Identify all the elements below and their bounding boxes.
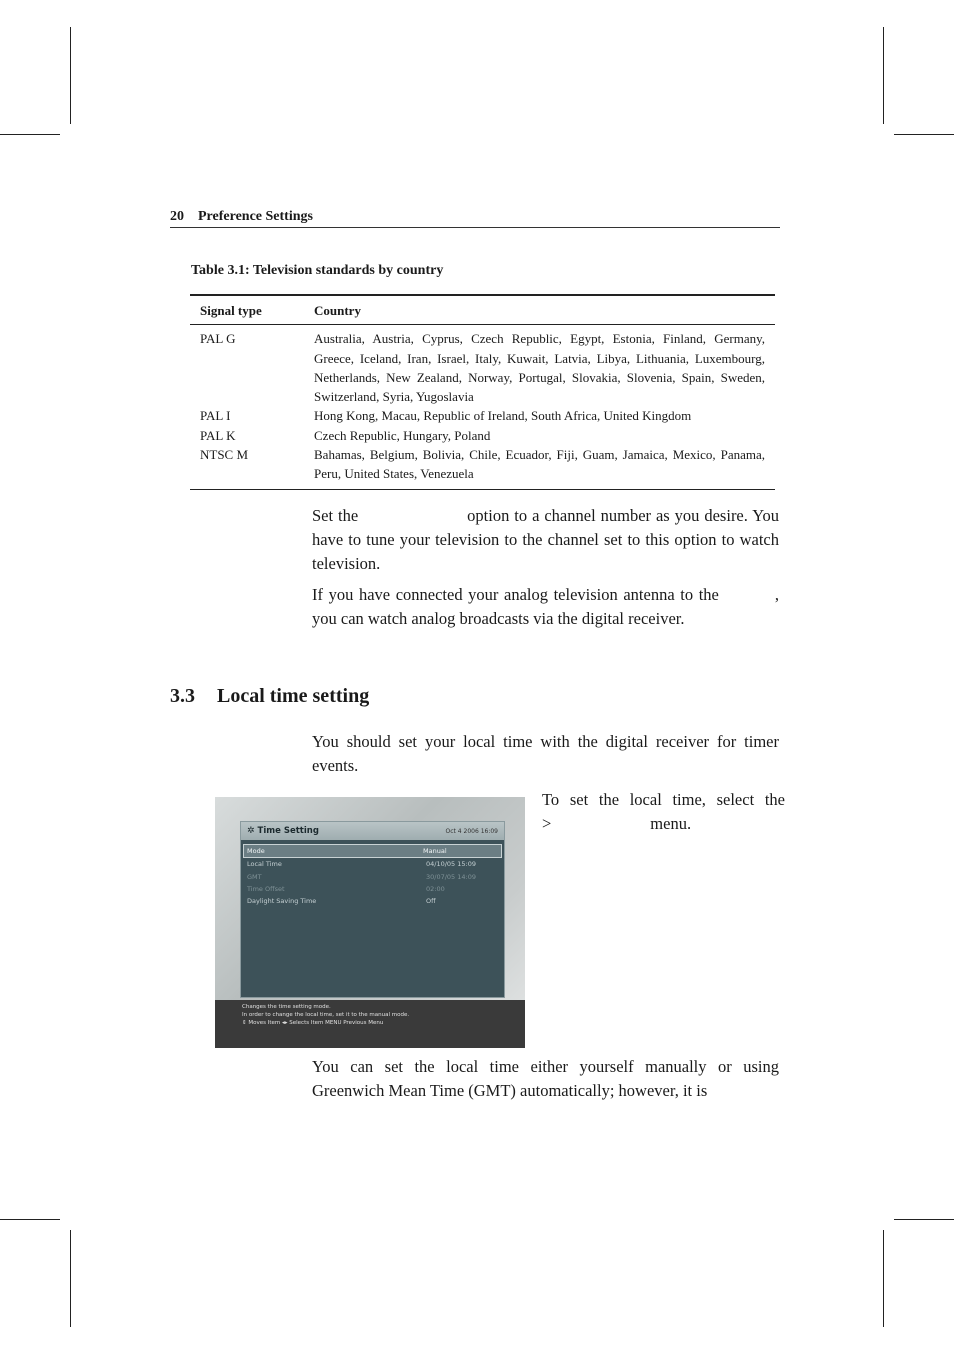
crop-mark xyxy=(883,1230,884,1327)
paragraph-gmt: You can set the local time either yourself manually or using Greenwich Mean Time (GMT) automatically; however, it is xyxy=(312,1057,779,1100)
crop-mark xyxy=(883,27,884,124)
header-title: Preference Settings xyxy=(198,209,313,224)
time-setting-screenshot xyxy=(215,797,525,1048)
signal-cell: PAL G xyxy=(200,331,236,347)
table-row xyxy=(190,406,775,425)
nav-hint: ⇕ Moves Item ◂▸ Selects Item MENU Previous Menu xyxy=(242,1020,384,1026)
section-title: Local time setting xyxy=(217,685,370,707)
settings-list xyxy=(241,840,504,907)
running-header xyxy=(170,209,780,228)
page-number: 20 xyxy=(170,209,184,224)
table-header-row xyxy=(190,295,775,325)
signal-cell: PAL K xyxy=(200,427,236,443)
list-item: GMT 30/07/05 14:09 xyxy=(247,872,476,881)
country-cell: Australia, Austria, Cyprus, Czech Republic, Egypt, Estonia, Finland, Germany, Greece, Iceland, Iran, Israel, Italy, Kuwait, Latvia, Libya, Lithuania, Luxembourg, Netherlands, New Zealand, Norway, Portugal, Slovakia, Slovenia, Spain, Sweden, Switzerland, Syria, Yugoslavia xyxy=(314,331,765,405)
crop-mark xyxy=(894,134,954,135)
list-item: Local Time 04/10/05 15:09 xyxy=(247,860,476,869)
crop-mark xyxy=(894,1219,954,1220)
section-heading xyxy=(170,685,369,708)
gear-icon: ✲ xyxy=(247,826,255,836)
country-cell: Hong Kong, Macau, Republic of Ireland, South Africa, United Kingdom xyxy=(314,408,692,424)
column-header: Country xyxy=(304,295,775,325)
signal-cell: PAL I xyxy=(200,408,231,424)
crop-mark xyxy=(0,134,60,135)
help-text: Changes the time setting mode. xyxy=(242,1004,331,1010)
table-row xyxy=(190,445,775,489)
panel-header xyxy=(241,822,504,840)
paragraph-intro: You should set your local time with the digital receiver for timer events. xyxy=(312,732,779,775)
paragraph-antenna: If you have connected your analog television antenna to the , you can watch analog broadcasts via the digital receiver. xyxy=(312,585,784,628)
country-cell: Czech Republic, Hungary, Poland xyxy=(314,427,491,443)
paragraph-channel: Set the option to a channel number as you desire. You have to tune your television to the channel set to this option to watch television. xyxy=(312,506,784,573)
list-item: Daylight Saving Time Off xyxy=(247,897,436,906)
table-caption: Table 3.1: Television standards by country xyxy=(191,263,444,278)
column-header: Signal type xyxy=(190,295,304,325)
tv-standards-table xyxy=(190,294,775,490)
list-item: Mode Manual xyxy=(243,844,502,858)
list-item: Time Offset 02:00 xyxy=(247,884,445,893)
time-setting-panel xyxy=(240,821,505,998)
help-bar xyxy=(215,1000,525,1048)
crop-mark xyxy=(70,27,71,124)
panel-title: Time Setting xyxy=(257,826,319,836)
help-text: In order to change the local time, set it to the manual mode. xyxy=(242,1012,410,1018)
country-cell: Bahamas, Belgium, Bolivia, Chile, Ecuador, Fiji, Guam, Jamaica, Mexico, Panama, Peru, United States, Venezuela xyxy=(314,447,765,482)
crop-mark xyxy=(70,1230,71,1327)
signal-cell: NTSC M xyxy=(200,447,249,463)
panel-date: Oct 4 2006 16:09 xyxy=(445,827,498,835)
table-row xyxy=(190,426,775,445)
section-number: 3.3 xyxy=(170,685,195,707)
crop-mark xyxy=(0,1219,60,1220)
paragraph-select-menu: To set the local time, select the > menu. xyxy=(542,790,926,833)
table-row xyxy=(190,325,775,407)
